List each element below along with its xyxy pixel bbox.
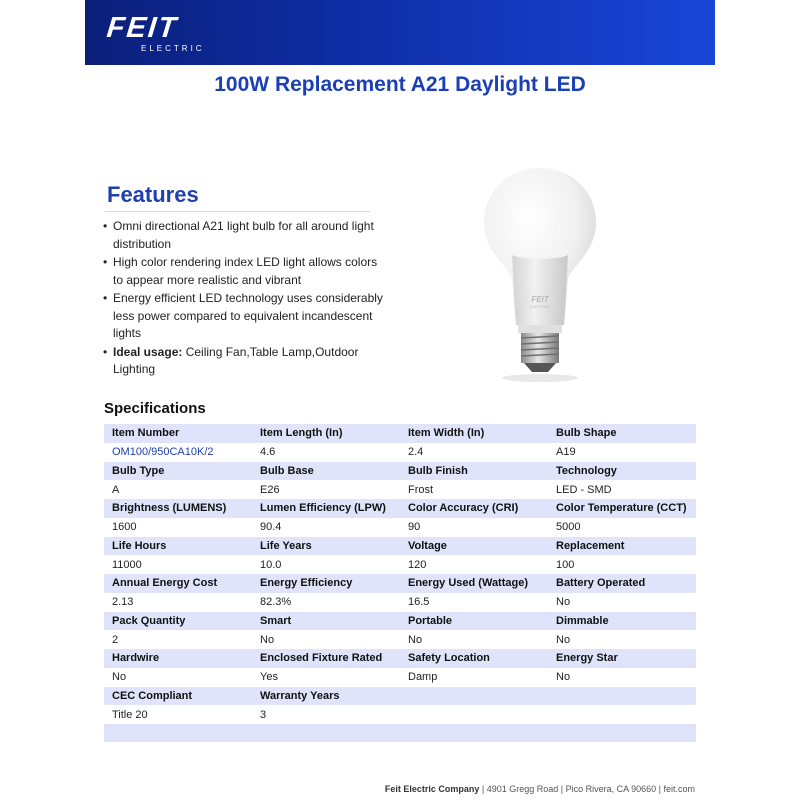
spec-value: 4.6 (252, 443, 400, 462)
spec-value: 5000 (548, 518, 696, 537)
spec-value: A19 (548, 443, 696, 462)
product-title: 100W Replacement A21 Daylight LED (214, 73, 586, 96)
item-number-link[interactable]: OM100/950CA10K/2 (104, 443, 252, 462)
footer-site-link[interactable]: feit.com (663, 784, 695, 794)
spec-value-row (104, 630, 696, 649)
spec-label: Enclosed Fixture Rated (252, 649, 400, 668)
spec-label: Pack Quantity (104, 612, 252, 631)
spec-label: Hardwire (104, 649, 252, 668)
spec-label: Item Width (In) (400, 424, 548, 443)
spec-value-row (104, 668, 696, 687)
footer-address: | 4901 Gregg Road | Pico Rivera, CA 90660 | (479, 784, 664, 794)
logo-subtitle: ELECTRIC (141, 44, 205, 53)
spec-value: 100 (548, 555, 696, 574)
spec-label: Item Number (104, 424, 252, 443)
spec-value (400, 705, 548, 724)
spec-label (400, 687, 548, 706)
spec-label-row (104, 574, 696, 593)
features-list (103, 218, 388, 380)
spec-value-row (104, 705, 696, 724)
spec-value-row (104, 480, 696, 499)
spec-empty-cell (548, 724, 696, 742)
spec-value-row (104, 443, 696, 462)
spec-value: Yes (252, 668, 400, 687)
spec-value: 2.13 (104, 593, 252, 612)
spec-label-row (104, 537, 696, 556)
spec-label: Lumen Efficiency (LPW) (252, 499, 400, 518)
spec-empty-cell (104, 724, 252, 742)
spec-value: A (104, 480, 252, 499)
spec-label: Voltage (400, 537, 548, 556)
spec-label-row (104, 499, 696, 518)
spec-value: No (104, 668, 252, 687)
spec-value: 10.0 (252, 555, 400, 574)
brand-banner (85, 0, 715, 65)
spec-label: Bulb Shape (548, 424, 696, 443)
feature-text: High color rendering index LED light allows colors to appear more realistic and vibrant (113, 255, 378, 287)
spec-label: Battery Operated (548, 574, 696, 593)
spec-label: Color Accuracy (CRI) (400, 499, 548, 518)
spec-label: Technology (548, 462, 696, 481)
spec-value: No (548, 668, 696, 687)
feature-item: • Omni directional A21 light bulb for all around light distribution (103, 219, 374, 251)
spec-label (548, 687, 696, 706)
spec-empty-cell (252, 724, 400, 742)
spec-value: 2 (104, 630, 252, 649)
spec-value: 3 (252, 705, 400, 724)
feature-item: • High color rendering index LED light allows colors to appear more realistic and vibrant (103, 255, 378, 287)
logo-wordmark: FEIT (105, 12, 180, 44)
specifications-table (104, 424, 696, 742)
spec-label-row (104, 424, 696, 443)
spec-label: Portable (400, 612, 548, 631)
spec-label-row (104, 462, 696, 481)
spec-label: Bulb Finish (400, 462, 548, 481)
spec-label: Energy Efficiency (252, 574, 400, 593)
spec-label: Bulb Type (104, 462, 252, 481)
spec-value: Frost (400, 480, 548, 499)
spec-value: 90.4 (252, 518, 400, 537)
spec-label: Annual Energy Cost (104, 574, 252, 593)
spec-value: No (400, 630, 548, 649)
spec-value: Title 20 (104, 705, 252, 724)
features-divider (105, 211, 370, 212)
spec-empty-cell (400, 724, 548, 742)
spec-value: 82.3% (252, 593, 400, 612)
spec-label-row (104, 612, 696, 631)
spec-label: Life Hours (104, 537, 252, 556)
specifications-heading: Specifications (104, 400, 206, 417)
svg-text:FEIT: FEIT (531, 295, 549, 304)
spec-label: Energy Used (Wattage) (400, 574, 548, 593)
svg-text:ELECTRIC: ELECTRIC (530, 304, 550, 309)
spec-label: Safety Location (400, 649, 548, 668)
spec-value: No (252, 630, 400, 649)
spec-value: No (548, 593, 696, 612)
spec-value: 2.4 (400, 443, 548, 462)
spec-value: No (548, 630, 696, 649)
feit-logo (107, 14, 205, 53)
spec-value: Damp (400, 668, 548, 687)
spec-value: 16.5 (400, 593, 548, 612)
spec-label: Dimmable (548, 612, 696, 631)
light-bulb-image (472, 160, 612, 385)
feature-text: Omni directional A21 light bulb for all around light distribution (113, 219, 374, 251)
spec-label: Energy Star (548, 649, 696, 668)
spec-value (548, 705, 696, 724)
spec-label: Replacement (548, 537, 696, 556)
spec-value-row (104, 593, 696, 612)
bulb-logo-mark (530, 295, 550, 309)
spec-value-row (104, 555, 696, 574)
spec-label-row (104, 649, 696, 668)
spec-value: 11000 (104, 555, 252, 574)
spec-label: Brightness (LUMENS) (104, 499, 252, 518)
spec-label: Item Length (In) (252, 424, 400, 443)
feature-item: • Ideal usage: Ceiling Fan,Table Lamp,Outdoor Lighting (103, 344, 359, 376)
features-heading: Features (107, 182, 199, 207)
feature-text: Energy efficient LED technology uses considerably less power compared to equivalent incandescent lights (113, 291, 383, 340)
footer (385, 784, 695, 794)
spec-value: 120 (400, 555, 548, 574)
spec-value: 90 (400, 518, 548, 537)
spec-value: E26 (252, 480, 400, 499)
spec-value-row (104, 518, 696, 537)
footer-company: Feit Electric Company (384, 784, 480, 794)
feature-text: Ceiling Fan,Table Lamp,Outdoor Lighting (113, 344, 359, 376)
spec-label: Life Years (252, 537, 400, 556)
spec-label: Smart (252, 612, 400, 631)
spec-label: Warranty Years (252, 687, 400, 706)
spec-value: LED - SMD (548, 480, 696, 499)
spec-label: Bulb Base (252, 462, 400, 481)
feature-label: Ideal usage: (113, 344, 183, 359)
spec-label: Color Temperature (CCT) (548, 499, 696, 518)
spec-value: 1600 (104, 518, 252, 537)
feature-item: • Energy efficient LED technology uses considerably less power compared to equivalent incandescent lights (103, 291, 383, 340)
spec-label: CEC Compliant (104, 687, 252, 706)
spec-empty-row (104, 724, 696, 742)
spec-label-row (104, 687, 696, 706)
